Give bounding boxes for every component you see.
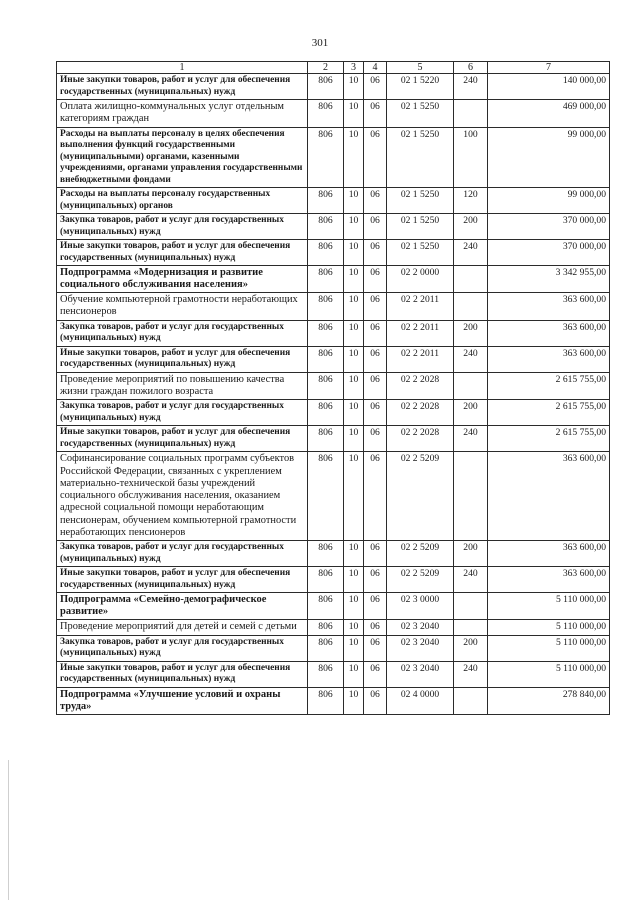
row-subsection-cell: 06 bbox=[364, 620, 387, 635]
row-ministry-code-cell: 806 bbox=[308, 372, 344, 400]
row-expense-type-cell: 240 bbox=[454, 567, 488, 593]
row-name-cell: Обучение компьютерной грамотности неработающих пенсионеров bbox=[57, 293, 308, 321]
page-number: 301 bbox=[311, 37, 329, 49]
row-name-cell: Закупка товаров, работ и услуг для государственных (муниципальных) нужд bbox=[57, 400, 308, 426]
row-name-cell: Подпрограмма «Улучшение условий и охраны труда» bbox=[57, 687, 308, 714]
row-expense-type-cell: 200 bbox=[454, 214, 488, 240]
row-expense-type-cell: 200 bbox=[454, 635, 488, 661]
row-expense-type-cell bbox=[454, 100, 488, 128]
row-ministry-code-cell: 806 bbox=[308, 635, 344, 661]
table-row bbox=[57, 240, 610, 266]
table-row bbox=[57, 452, 610, 541]
row-target-article-cell: 02 4 0000 bbox=[387, 687, 454, 714]
row-ministry-code-cell: 806 bbox=[308, 100, 344, 128]
row-subsection-cell: 06 bbox=[364, 400, 387, 426]
row-ministry-code-cell: 806 bbox=[308, 426, 344, 452]
row-target-article-cell: 02 2 2028 bbox=[387, 372, 454, 400]
row-expense-type-cell: 200 bbox=[454, 320, 488, 346]
row-expense-type-cell: 200 bbox=[454, 400, 488, 426]
header-cell-5: 5 bbox=[387, 62, 454, 74]
row-amount-cell: 2 615 755,00 bbox=[488, 400, 610, 426]
row-section-cell: 10 bbox=[344, 127, 364, 188]
row-ministry-code-cell: 806 bbox=[308, 687, 344, 714]
row-amount-cell: 5 110 000,00 bbox=[488, 635, 610, 661]
table-row bbox=[57, 214, 610, 240]
row-name-cell: Иные закупки товаров, работ и услуг для обеспечения государственных (муниципальных) нужд bbox=[57, 240, 308, 266]
row-target-article-cell: 02 2 2011 bbox=[387, 346, 454, 372]
row-target-article-cell: 02 2 5209 bbox=[387, 541, 454, 567]
row-section-cell: 10 bbox=[344, 620, 364, 635]
row-target-article-cell: 02 1 5250 bbox=[387, 100, 454, 128]
row-ministry-code-cell: 806 bbox=[308, 320, 344, 346]
row-target-article-cell: 02 3 2040 bbox=[387, 635, 454, 661]
row-section-cell: 10 bbox=[344, 100, 364, 128]
header-cell-7: 7 bbox=[488, 62, 610, 74]
row-ministry-code-cell: 806 bbox=[308, 593, 344, 620]
row-subsection-cell: 06 bbox=[364, 214, 387, 240]
row-subsection-cell: 06 bbox=[364, 452, 387, 541]
row-name-cell: Закупка товаров, работ и услуг для государственных (муниципальных) нужд bbox=[57, 635, 308, 661]
row-target-article-cell: 02 2 2028 bbox=[387, 426, 454, 452]
row-section-cell: 10 bbox=[344, 452, 364, 541]
row-ministry-code-cell: 806 bbox=[308, 74, 344, 100]
row-expense-type-cell bbox=[454, 452, 488, 541]
row-subsection-cell: 06 bbox=[364, 100, 387, 128]
row-target-article-cell: 02 1 5250 bbox=[387, 127, 454, 188]
scan-margin-line bbox=[8, 760, 9, 900]
row-target-article-cell: 02 2 5209 bbox=[387, 567, 454, 593]
row-subsection-cell: 06 bbox=[364, 426, 387, 452]
row-target-article-cell: 02 3 0000 bbox=[387, 593, 454, 620]
table-body bbox=[57, 74, 610, 715]
header-cell-1: 1 bbox=[57, 62, 308, 74]
row-target-article-cell: 02 3 2040 bbox=[387, 620, 454, 635]
row-expense-type-cell: 240 bbox=[454, 426, 488, 452]
row-section-cell: 10 bbox=[344, 240, 364, 266]
row-amount-cell: 469 000,00 bbox=[488, 100, 610, 128]
row-expense-type-cell bbox=[454, 593, 488, 620]
row-expense-type-cell: 240 bbox=[454, 74, 488, 100]
table-row bbox=[57, 635, 610, 661]
table-row bbox=[57, 661, 610, 687]
row-subsection-cell: 06 bbox=[364, 293, 387, 321]
row-section-cell: 10 bbox=[344, 593, 364, 620]
table-row bbox=[57, 593, 610, 620]
row-subsection-cell: 06 bbox=[364, 661, 387, 687]
row-ministry-code-cell: 806 bbox=[308, 127, 344, 188]
row-section-cell: 10 bbox=[344, 372, 364, 400]
row-ministry-code-cell: 806 bbox=[308, 400, 344, 426]
header-cell-4: 4 bbox=[364, 62, 387, 74]
table-row bbox=[57, 620, 610, 635]
table-row bbox=[57, 266, 610, 293]
table-row bbox=[57, 400, 610, 426]
row-subsection-cell: 06 bbox=[364, 593, 387, 620]
table-row bbox=[57, 188, 610, 214]
row-subsection-cell: 06 bbox=[364, 188, 387, 214]
row-name-cell: Софинансирование социальных программ субъектов Российской Федерации, связанных с укреплением материально-технической базы учреждений социального обслуживания населения, оказанием адресной социальной помощи неработающим пенсионерам, обучением компьютерной грамотности неработающих пенсионеров bbox=[57, 452, 308, 541]
row-section-cell: 10 bbox=[344, 400, 364, 426]
row-subsection-cell: 06 bbox=[364, 541, 387, 567]
row-section-cell: 10 bbox=[344, 541, 364, 567]
row-expense-type-cell: 240 bbox=[454, 346, 488, 372]
row-name-cell: Иные закупки товаров, работ и услуг для обеспечения государственных (муниципальных) нужд bbox=[57, 426, 308, 452]
row-ministry-code-cell: 806 bbox=[308, 620, 344, 635]
row-section-cell: 10 bbox=[344, 426, 364, 452]
table-row bbox=[57, 127, 610, 188]
table-row bbox=[57, 320, 610, 346]
row-amount-cell: 99 000,00 bbox=[488, 188, 610, 214]
row-subsection-cell: 06 bbox=[364, 240, 387, 266]
row-subsection-cell: 06 bbox=[364, 635, 387, 661]
row-expense-type-cell bbox=[454, 620, 488, 635]
row-amount-cell: 363 600,00 bbox=[488, 293, 610, 321]
row-name-cell: Иные закупки товаров, работ и услуг для обеспечения государственных (муниципальных) нужд bbox=[57, 346, 308, 372]
row-expense-type-cell bbox=[454, 687, 488, 714]
row-ministry-code-cell: 806 bbox=[308, 567, 344, 593]
table-row bbox=[57, 687, 610, 714]
row-ministry-code-cell: 806 bbox=[308, 661, 344, 687]
row-target-article-cell: 02 3 2040 bbox=[387, 661, 454, 687]
row-ministry-code-cell: 806 bbox=[308, 293, 344, 321]
row-amount-cell: 2 615 755,00 bbox=[488, 426, 610, 452]
row-name-cell: Оплата жилищно-коммунальных услуг отдельным категориям граждан bbox=[57, 100, 308, 128]
row-amount-cell: 363 600,00 bbox=[488, 567, 610, 593]
row-target-article-cell: 02 1 5220 bbox=[387, 74, 454, 100]
table-row bbox=[57, 372, 610, 400]
row-expense-type-cell: 200 bbox=[454, 541, 488, 567]
row-expense-type-cell: 120 bbox=[454, 188, 488, 214]
table-header-row bbox=[57, 62, 610, 74]
row-expense-type-cell bbox=[454, 293, 488, 321]
row-name-cell: Закупка товаров, работ и услуг для государственных (муниципальных) нужд bbox=[57, 320, 308, 346]
row-name-cell: Иные закупки товаров, работ и услуг для обеспечения государственных (муниципальных) нужд bbox=[57, 567, 308, 593]
row-amount-cell: 99 000,00 bbox=[488, 127, 610, 188]
row-section-cell: 10 bbox=[344, 687, 364, 714]
budget-table bbox=[56, 61, 610, 715]
row-section-cell: 10 bbox=[344, 266, 364, 293]
row-amount-cell: 2 615 755,00 bbox=[488, 372, 610, 400]
row-name-cell: Проведение мероприятий для детей и семей с детьми bbox=[57, 620, 308, 635]
row-name-cell: Подпрограмма «Семейно-демографическое развитие» bbox=[57, 593, 308, 620]
row-subsection-cell: 06 bbox=[364, 266, 387, 293]
table-row bbox=[57, 74, 610, 100]
row-expense-type-cell: 100 bbox=[454, 127, 488, 188]
row-amount-cell: 363 600,00 bbox=[488, 346, 610, 372]
row-name-cell: Иные закупки товаров, работ и услуг для обеспечения государственных (муниципальных) нужд bbox=[57, 661, 308, 687]
row-name-cell: Иные закупки товаров, работ и услуг для обеспечения государственных (муниципальных) нужд bbox=[57, 74, 308, 100]
row-amount-cell: 5 110 000,00 bbox=[488, 620, 610, 635]
row-amount-cell: 370 000,00 bbox=[488, 214, 610, 240]
row-target-article-cell: 02 1 5250 bbox=[387, 240, 454, 266]
row-subsection-cell: 06 bbox=[364, 346, 387, 372]
table-row bbox=[57, 567, 610, 593]
row-section-cell: 10 bbox=[344, 635, 364, 661]
row-name-cell: Закупка товаров, работ и услуг для государственных (муниципальных) нужд bbox=[57, 541, 308, 567]
table-row bbox=[57, 100, 610, 128]
table-row bbox=[57, 293, 610, 321]
row-section-cell: 10 bbox=[344, 214, 364, 240]
row-amount-cell: 5 110 000,00 bbox=[488, 593, 610, 620]
row-name-cell: Закупка товаров, работ и услуг для государственных (муниципальных) нужд bbox=[57, 214, 308, 240]
row-amount-cell: 363 600,00 bbox=[488, 320, 610, 346]
row-ministry-code-cell: 806 bbox=[308, 346, 344, 372]
row-name-cell: Расходы на выплаты персоналу в целях обеспечения выполнения функций государственными (муниципальными) органами, казенными учреждениями, органами управления государственными внебюджетными фондами bbox=[57, 127, 308, 188]
row-section-cell: 10 bbox=[344, 346, 364, 372]
row-ministry-code-cell: 806 bbox=[308, 452, 344, 541]
row-name-cell: Проведение мероприятий по повышению качества жизни граждан пожилого возраста bbox=[57, 372, 308, 400]
row-target-article-cell: 02 1 5250 bbox=[387, 188, 454, 214]
table-row bbox=[57, 426, 610, 452]
row-expense-type-cell: 240 bbox=[454, 240, 488, 266]
row-subsection-cell: 06 bbox=[364, 687, 387, 714]
row-target-article-cell: 02 2 2028 bbox=[387, 400, 454, 426]
row-section-cell: 10 bbox=[344, 567, 364, 593]
row-amount-cell: 5 110 000,00 bbox=[488, 661, 610, 687]
row-section-cell: 10 bbox=[344, 661, 364, 687]
row-ministry-code-cell: 806 bbox=[308, 214, 344, 240]
row-amount-cell: 363 600,00 bbox=[488, 452, 610, 541]
row-expense-type-cell: 240 bbox=[454, 661, 488, 687]
row-target-article-cell: 02 2 2011 bbox=[387, 320, 454, 346]
row-expense-type-cell bbox=[454, 372, 488, 400]
row-section-cell: 10 bbox=[344, 293, 364, 321]
row-section-cell: 10 bbox=[344, 74, 364, 100]
row-ministry-code-cell: 806 bbox=[308, 188, 344, 214]
row-subsection-cell: 06 bbox=[364, 567, 387, 593]
table-row bbox=[57, 346, 610, 372]
row-section-cell: 10 bbox=[344, 188, 364, 214]
header-cell-3: 3 bbox=[344, 62, 364, 74]
row-target-article-cell: 02 2 2011 bbox=[387, 293, 454, 321]
header-cell-2: 2 bbox=[308, 62, 344, 74]
row-name-cell: Подпрограмма «Модернизация и развитие социального обслуживания населения» bbox=[57, 266, 308, 293]
row-ministry-code-cell: 806 bbox=[308, 266, 344, 293]
row-subsection-cell: 06 bbox=[364, 127, 387, 188]
table-row bbox=[57, 541, 610, 567]
row-expense-type-cell bbox=[454, 266, 488, 293]
row-section-cell: 10 bbox=[344, 320, 364, 346]
row-amount-cell: 3 342 955,00 bbox=[488, 266, 610, 293]
row-target-article-cell: 02 1 5250 bbox=[387, 214, 454, 240]
header-cell-6: 6 bbox=[454, 62, 488, 74]
row-subsection-cell: 06 bbox=[364, 372, 387, 400]
row-name-cell: Расходы на выплаты персоналу государственных (муниципальных) органов bbox=[57, 188, 308, 214]
row-ministry-code-cell: 806 bbox=[308, 240, 344, 266]
row-target-article-cell: 02 2 0000 bbox=[387, 266, 454, 293]
row-amount-cell: 140 000,00 bbox=[488, 74, 610, 100]
row-amount-cell: 278 840,00 bbox=[488, 687, 610, 714]
row-amount-cell: 363 600,00 bbox=[488, 541, 610, 567]
row-subsection-cell: 06 bbox=[364, 74, 387, 100]
row-target-article-cell: 02 2 5209 bbox=[387, 452, 454, 541]
row-subsection-cell: 06 bbox=[364, 320, 387, 346]
row-ministry-code-cell: 806 bbox=[308, 541, 344, 567]
row-amount-cell: 370 000,00 bbox=[488, 240, 610, 266]
